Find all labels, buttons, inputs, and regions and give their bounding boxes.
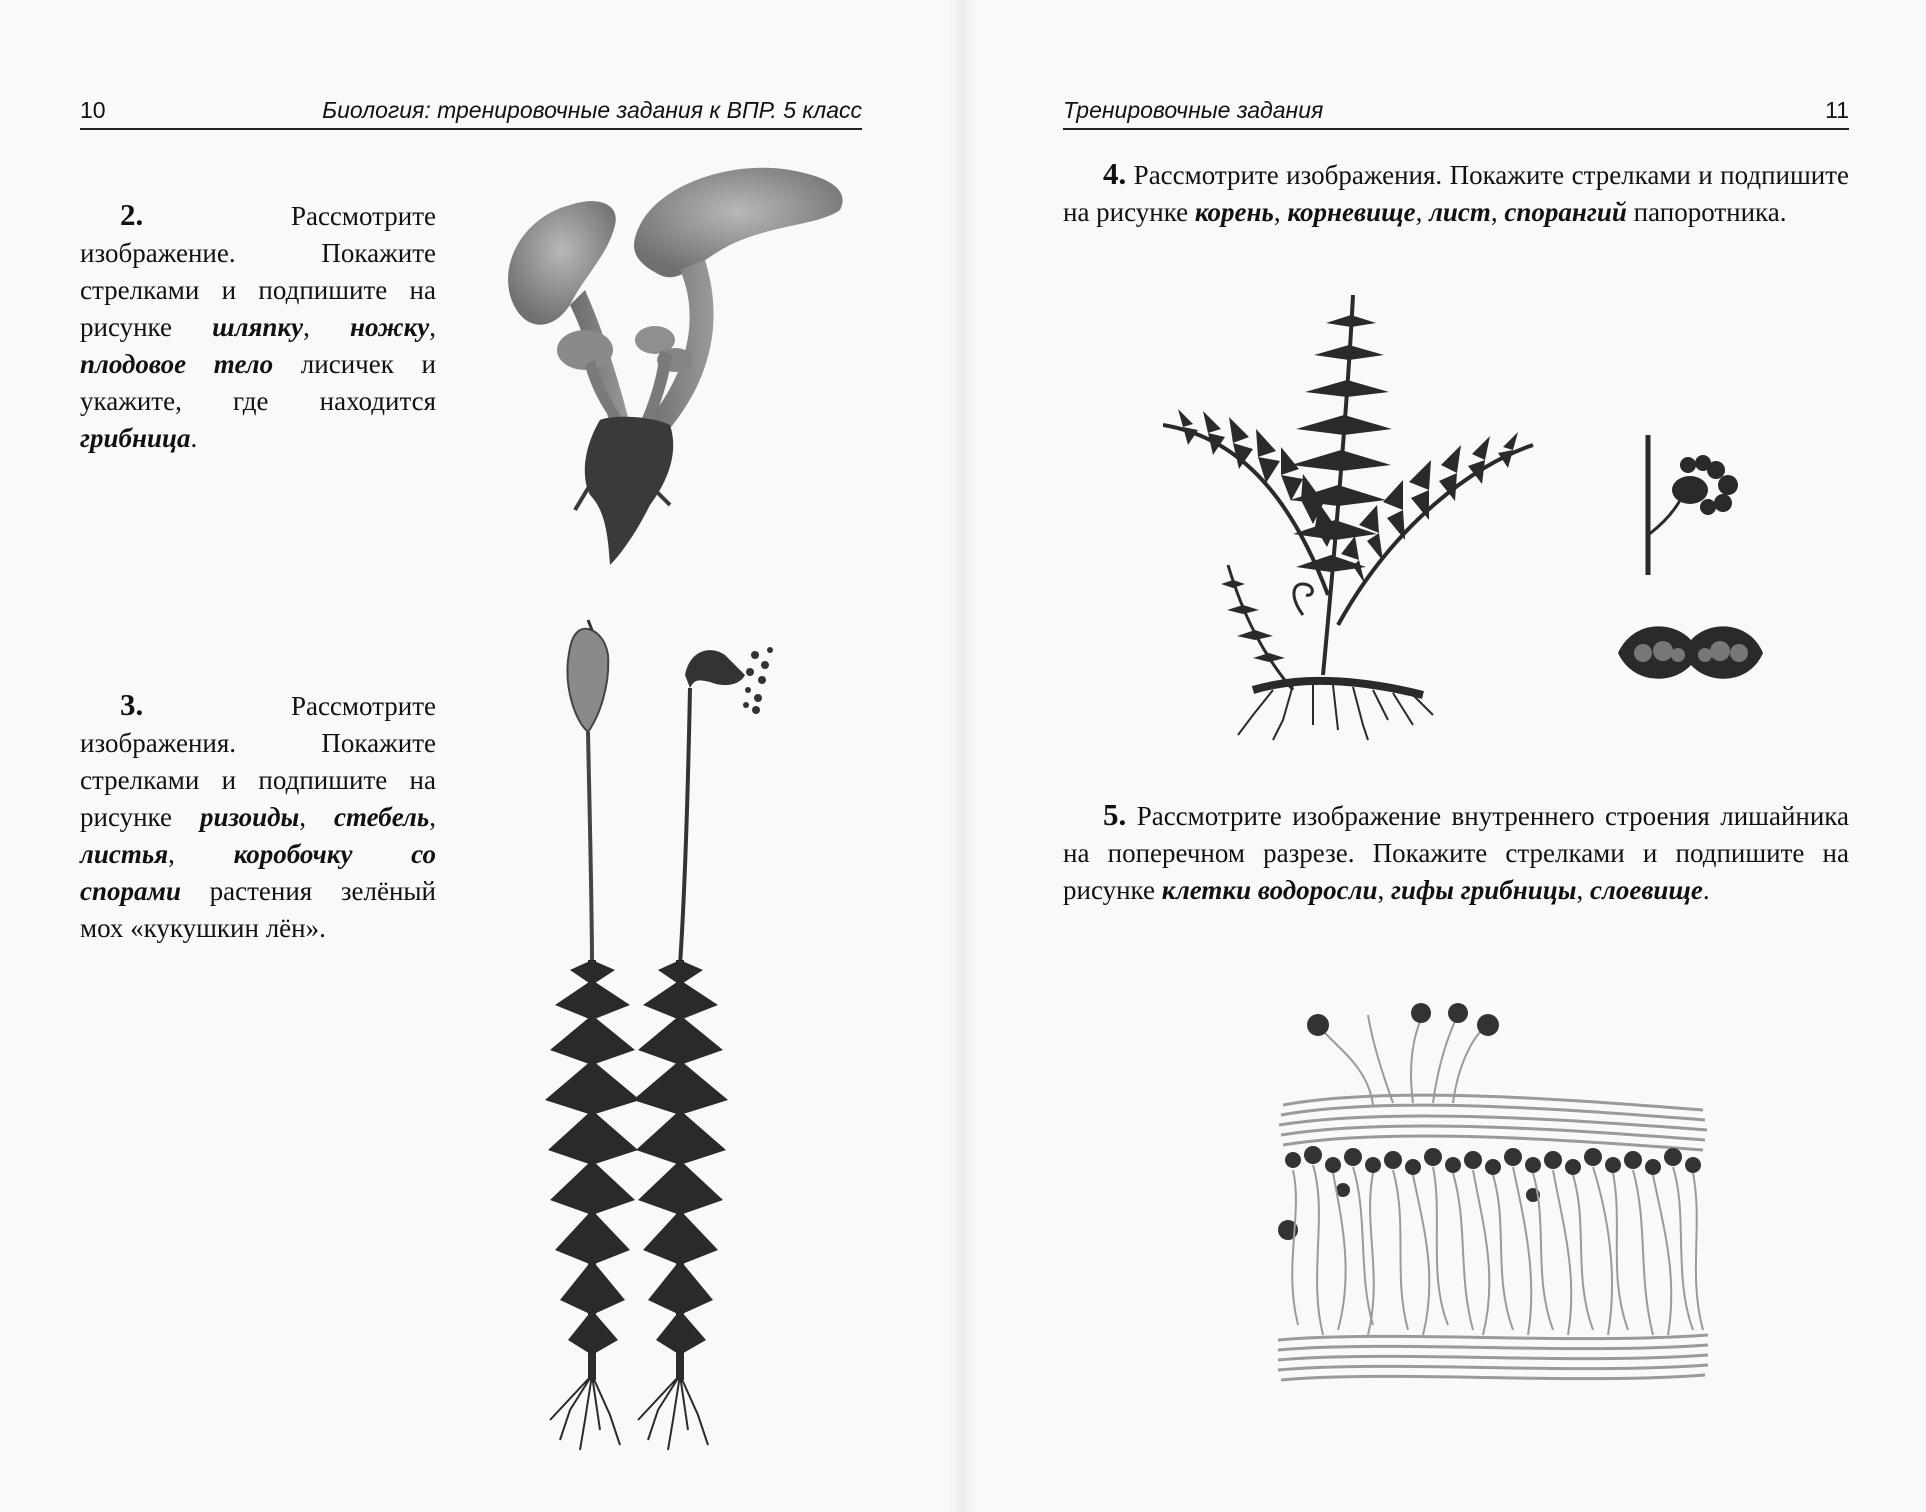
task-text: папоротника. [1626,197,1787,227]
task-text: . [1702,875,1710,905]
task-4-text [1063,155,1849,231]
separator: , [1576,875,1590,905]
fern-rhizome [1253,681,1423,695]
keyword: листья [80,839,169,869]
separator: , [1377,875,1391,905]
mushroom-cap-right [634,168,843,278]
separator: , [1273,197,1288,227]
sporangium-illustration [1618,435,1768,575]
keyword: грибница [80,423,191,453]
right-page [963,0,1926,1512]
task-5-text [1063,796,1849,909]
task-text: лисичек и укажите, где находится [80,349,436,416]
upper-cortex [1279,1095,1707,1150]
moss-illustration [520,610,820,1460]
keyword: лист [1429,197,1491,227]
sporangium-cluster [1672,455,1738,515]
chanterelle-illustration [490,165,870,565]
running-title: Биология: тренировочные задания к ВПР. 5 класс [322,97,862,123]
task-number: 4. [1103,156,1127,191]
separator: , [1415,197,1430,227]
keyword: ножку [350,312,430,342]
task-3-text [80,686,436,947]
task-text: Рассмотрите изображение. Покажите стрелками и подпишите на рисунке [80,201,436,342]
running-title: Тренировочные задания [1063,97,1324,123]
task-text: Рассмотрите изображения. Покажите стрелками и подпишите на рисунке [80,691,436,832]
moss-seta [588,732,592,965]
fruiting-bodies [1307,1003,1499,1036]
moss-capsule [567,629,608,732]
fungal-hyphae [1292,1165,1703,1335]
separator: , [168,839,234,869]
page-number: 10 [80,97,106,123]
separator: , [299,802,334,832]
task-text: растения зелёный мох «кукушкин лён». [80,876,436,943]
sorus-section-illustration [1613,615,1768,690]
left-page-header [80,92,862,130]
keyword: плодовое тело [80,349,274,379]
task-2-text [80,196,436,457]
task-text: Рассмотрите изображение внутреннего строения лишайника на поперечном разрезе. Покажите стрелками и подпишите на рисунке [1063,801,1849,905]
keyword: корневище [1287,197,1416,227]
task-number: 2. [120,197,144,232]
keyword: ризоиды [199,802,300,832]
upper-hyphae [1318,1015,1488,1105]
task-text: . [190,423,198,453]
sporangium-stalk [1648,495,1683,535]
task-text: Рассмотрите изображения. Покажите стрелками и подпишите на рисунке [1063,160,1849,227]
mushroom-cap-left [508,201,616,325]
mycelium-base [585,417,673,565]
right-page-header [1063,92,1849,130]
keyword: коробочку со спорами [80,839,436,906]
keyword: шляпку [212,312,304,342]
fern-fiddlehead [1294,584,1312,615]
separator: , [429,312,436,342]
task-number: 5. [1103,797,1127,832]
spores [743,647,773,714]
moss-seta [680,688,690,965]
lichen-cross-section-illustration [1273,985,1713,1405]
lower-cortex [1278,1335,1708,1380]
moss-leaves-left [545,960,640,1380]
keyword: гифы грибницы [1390,875,1577,905]
page-number: 11 [1825,97,1849,123]
moss-rhizoids [550,1375,708,1450]
task-number: 3. [120,687,144,722]
separator: , [303,312,351,342]
moss-capsule [685,650,745,688]
keyword: стебель [334,802,430,832]
keyword: спорангий [1504,197,1627,227]
separator: , [429,802,436,832]
keyword: слоевище [1590,875,1703,905]
moss-leaves-right [633,960,728,1380]
keyword: клетки водоросли [1161,875,1378,905]
small-mushroom-cap [557,330,613,370]
separator: , [1490,197,1505,227]
fern-illustration [1163,295,1543,745]
keyword: корень [1194,197,1274,227]
